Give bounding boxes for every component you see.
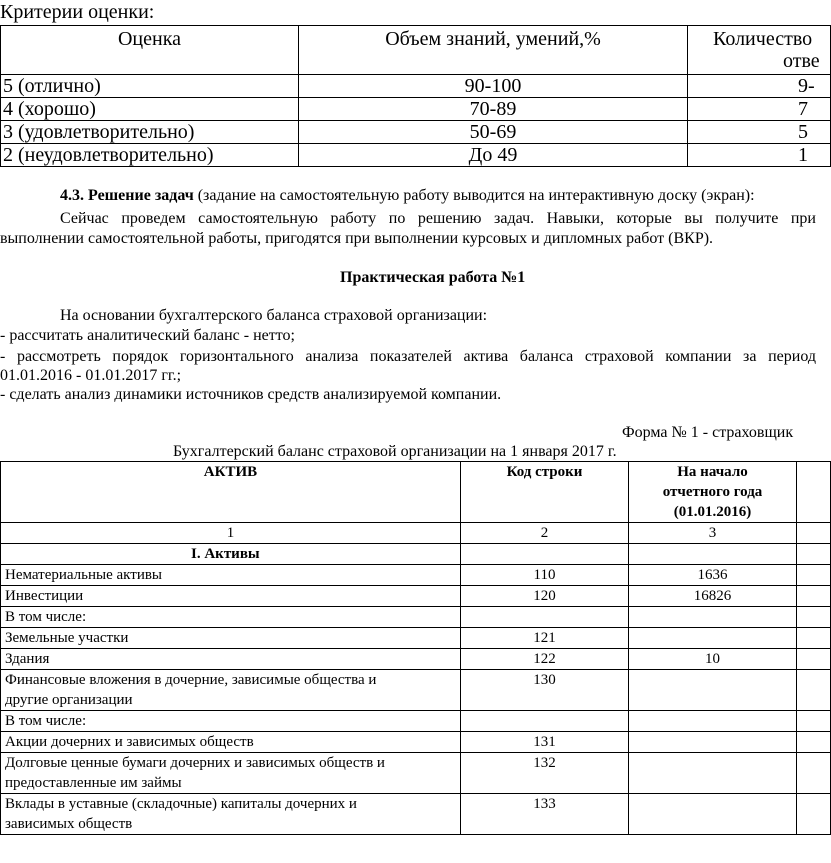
column-number (797, 523, 831, 544)
table-row (1, 649, 831, 670)
balance-row-value (629, 732, 797, 753)
table-row (1, 753, 831, 794)
balance-cell (797, 794, 831, 835)
balance-cell (797, 732, 831, 753)
balance-row-name: Земельные участки (1, 628, 461, 649)
practical-task-1: - рассчитать аналитический баланс - нетто; (0, 327, 295, 344)
form-label: Форма № 1 - страховщик (622, 424, 794, 441)
balance-row-value (629, 711, 797, 732)
balance-header-start-l3: (01.01.2016) (673, 504, 752, 520)
balance-row-value: 16826 (629, 586, 797, 607)
criteria-table (0, 25, 831, 167)
balance-row-code: 130 (461, 670, 629, 711)
balance-section-title: I. Активы (1, 544, 461, 565)
practical-title: Практическая работа №1 (340, 269, 526, 286)
criteria-count: 7 (688, 98, 831, 121)
table-row (1, 144, 831, 167)
section-heading-text: (задание на самостоятельную работу выводится на интерактивную доску (экран): (193, 187, 755, 204)
criteria-grade: 4 (хорошо) (1, 98, 299, 121)
table-row (1, 711, 831, 732)
balance-cell (797, 628, 831, 649)
balance-row-value (629, 753, 797, 794)
balance-row-code: 120 (461, 586, 629, 607)
balance-cell (797, 649, 831, 670)
column-number: 2 (461, 523, 629, 544)
balance-cell (797, 607, 831, 628)
column-number: 1 (1, 523, 461, 544)
balance-row-value (629, 607, 797, 628)
balance-row-value (629, 670, 797, 711)
balance-row-name: В том числе: (1, 607, 461, 628)
criteria-range: До 49 (299, 144, 688, 167)
table-row (1, 670, 831, 711)
balance-row-name-l1: Вклады в уставные (складочные) капиталы дочерних и (5, 796, 357, 812)
balance-header-start-l1: На начало (677, 464, 748, 480)
balance-row-name: Инвестиции (1, 586, 461, 607)
table-row (1, 586, 831, 607)
balance-cell (797, 544, 831, 565)
criteria-range: 90-100 (299, 75, 688, 98)
balance-cell (797, 753, 831, 794)
balance-row-name-l1: Долговые ценные бумаги дочерних и зависимых обществ и (5, 755, 385, 771)
balance-row-value (629, 628, 797, 649)
table-row (1, 565, 831, 586)
balance-header-start (629, 462, 797, 523)
table-row (1, 794, 831, 835)
criteria-header-count (688, 26, 831, 75)
criteria-grade: 3 (удовлетворительно) (1, 121, 299, 144)
balance-section-row (1, 544, 831, 565)
balance-row-code: 131 (461, 732, 629, 753)
balance-row-value: 10 (629, 649, 797, 670)
criteria-title: Критерии оценки: (0, 1, 155, 23)
table-row (1, 607, 831, 628)
criteria-grade: 2 (неудовлетворительно) (1, 144, 299, 167)
criteria-header-range: Объем знаний, умений,% (299, 26, 688, 75)
criteria-header-grade: Оценка (1, 26, 299, 75)
criteria-header-count-l2: отве (783, 50, 820, 72)
balance-row-code: 122 (461, 649, 629, 670)
balance-row-name: В том числе: (1, 711, 461, 732)
table-row (1, 121, 831, 144)
balance-row-value: 1636 (629, 565, 797, 586)
balance-header-start-l2: отчетного года (662, 484, 763, 500)
criteria-count: 9- (688, 75, 831, 98)
balance-cell (797, 670, 831, 711)
balance-row-name: Акции дочерних и зависимых обществ (1, 732, 461, 753)
balance-row-name-l1: Финансовые вложения в дочерние, зависимые общества и (5, 672, 377, 688)
balance-header-asset: АКТИВ (1, 462, 461, 523)
table-row (1, 732, 831, 753)
practical-task-3: - сделать анализ динамики источников средств анализируемой компании. (0, 386, 502, 403)
balance-row-code (461, 607, 629, 628)
criteria-range: 70-89 (299, 98, 688, 121)
table-row (1, 98, 831, 121)
balance-row-name-l2: предоставленные им займы (5, 775, 182, 791)
balance-row-name (1, 794, 461, 835)
criteria-grade: 5 (отлично) (1, 75, 299, 98)
balance-row-name (1, 753, 461, 794)
balance-row-name-l2: зависимых обществ (5, 816, 133, 832)
criteria-count: 5 (688, 121, 831, 144)
section-heading (60, 186, 755, 206)
balance-row-name (1, 670, 461, 711)
balance-cell (629, 544, 797, 565)
balance-row-code: 132 (461, 753, 629, 794)
balance-cell (797, 711, 831, 732)
balance-column-numbers-row (1, 523, 831, 544)
practical-task-2-line1: - рассмотреть порядок горизонтального анализа показателей актива баланса страховой компании за период (0, 348, 816, 365)
balance-header-code: Код строки (461, 462, 629, 523)
balance-row-name-l2: другие организации (5, 692, 133, 708)
criteria-range: 50-69 (299, 121, 688, 144)
section-heading-number: 4.3. Решение задач (60, 187, 194, 204)
practical-intro: На основании бухгалтерского баланса страховой организации: (60, 307, 488, 324)
table-row (1, 75, 831, 98)
balance-header-end (797, 462, 831, 523)
balance-row-code: 110 (461, 565, 629, 586)
balance-row-value (629, 794, 797, 835)
column-number: 3 (629, 523, 797, 544)
balance-row-code: 133 (461, 794, 629, 835)
practical-task-2-line2: 01.01.2016 - 01.01.2017 гг.; (0, 367, 182, 384)
balance-header-row (1, 462, 831, 523)
section-paragraph-line1: Сейчас проведем самостоятельную работу по решению задач. Навыки, которые вы получите при (60, 210, 816, 227)
balance-row-name: Нематериальные активы (1, 565, 461, 586)
section-paragraph-line2: выполнении самостоятельной работы, пригодятся при выполнении курсовых и дипломных работ (ВКР). (0, 230, 714, 247)
balance-table (0, 461, 831, 835)
balance-row-name: Здания (1, 649, 461, 670)
table-row (1, 628, 831, 649)
balance-cell (797, 565, 831, 586)
balance-row-code: 121 (461, 628, 629, 649)
criteria-header-row (1, 26, 831, 75)
balance-title: Бухгалтерский баланс страховой организации на 1 января 2017 г. (173, 443, 617, 460)
criteria-header-count-l1: Количество (713, 28, 813, 50)
balance-cell (461, 544, 629, 565)
balance-cell (797, 586, 831, 607)
criteria-count: 1 (688, 144, 831, 167)
balance-row-code (461, 711, 629, 732)
